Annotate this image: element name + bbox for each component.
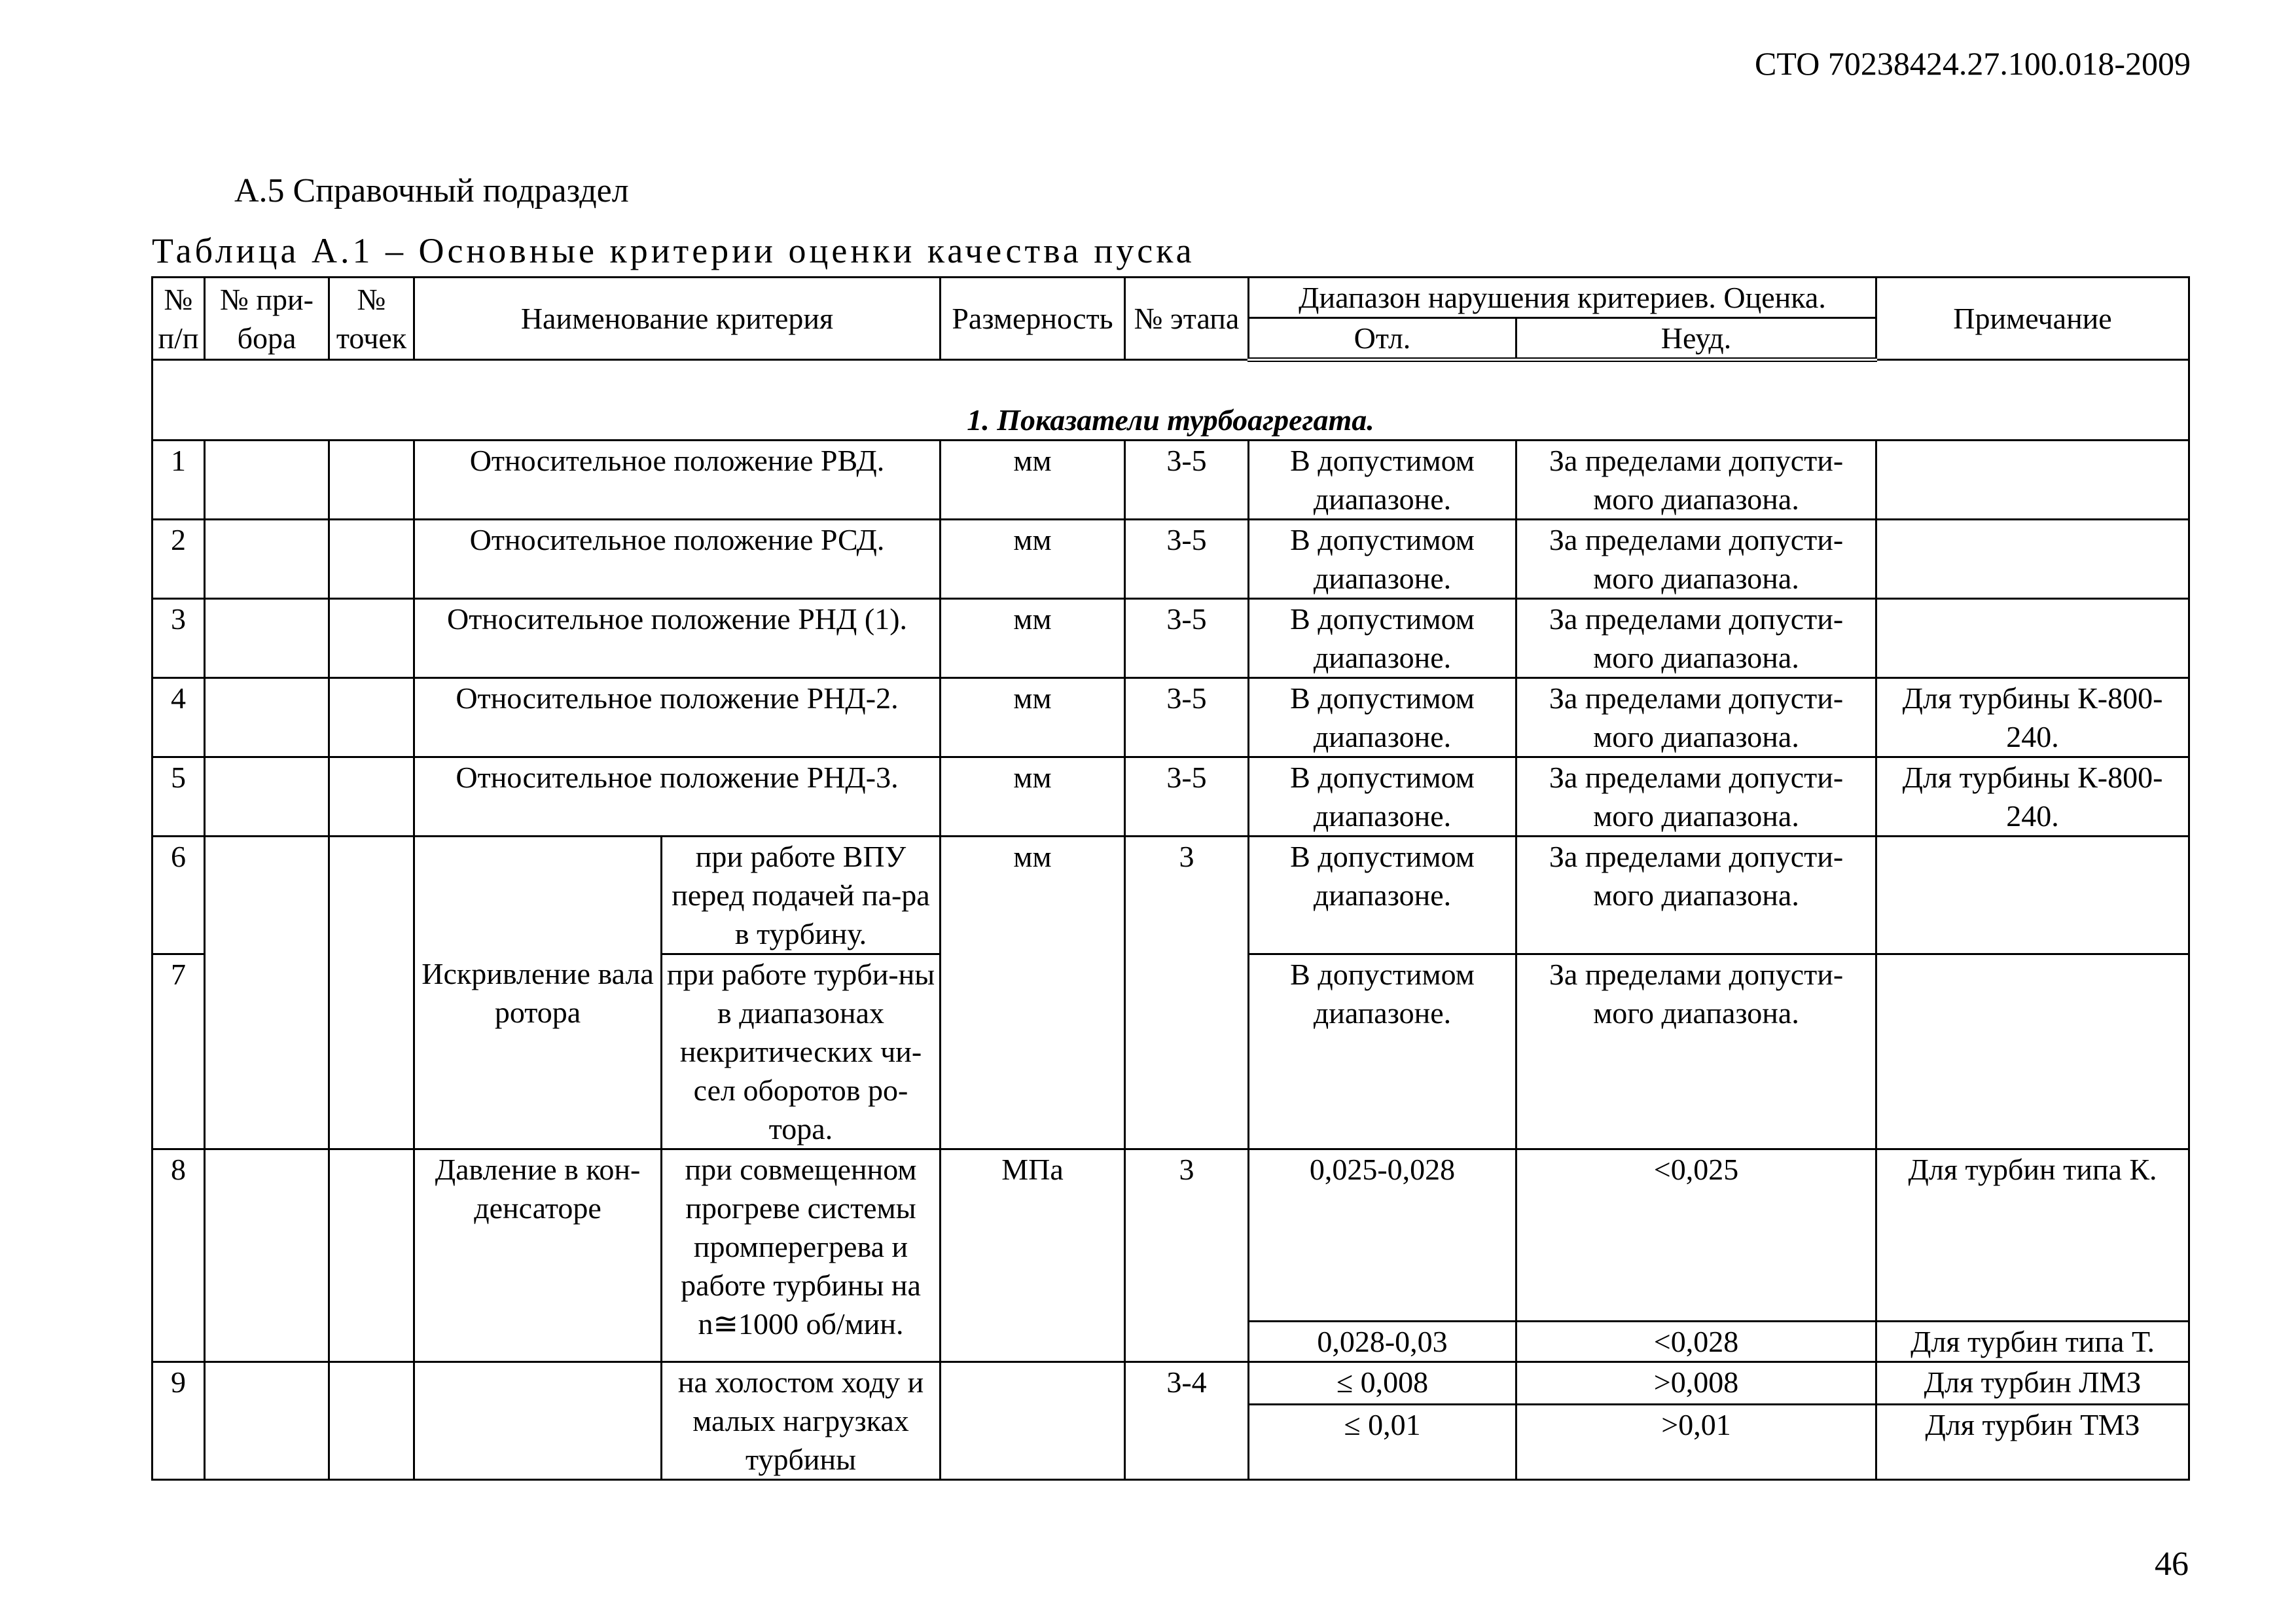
section-title: 1. Показатели турбоагрегата. [152, 360, 2189, 441]
row-device [205, 599, 329, 678]
row-criterion: Искривление вала ротора [414, 837, 662, 1149]
row-note [1876, 441, 2189, 520]
table-row [152, 1362, 2189, 1405]
row-unit: мм [941, 599, 1125, 678]
header-range-group: Диапазон нарушения критериев. Оценка. [1249, 278, 1876, 318]
row-num: 7 [152, 954, 205, 1149]
table-row [152, 678, 2189, 757]
row-num: 3 [152, 599, 205, 678]
row-bad: За пределами допусти-мого диапазона. [1516, 520, 1876, 599]
row-num: 9 [152, 1362, 205, 1480]
row-unit: мм [941, 520, 1125, 599]
row-unit: мм [941, 757, 1125, 837]
row-bad: За пределами допусти-мого диапазона. [1516, 599, 1876, 678]
row-device [205, 757, 329, 837]
row-device [205, 837, 329, 1149]
row-criterion: Относительное положение РСД. [414, 520, 941, 599]
row-condition: при работе турби-ны в диапазонах некритических чи-сел оборотов ро-тора. [662, 954, 941, 1149]
row-note [1876, 599, 2189, 678]
criteria-table [151, 276, 2190, 1481]
row-note: Для турбин типа К. [1876, 1149, 2189, 1322]
row-good: В допустимом диапазоне. [1249, 520, 1516, 599]
row-points [329, 1362, 414, 1480]
row-device [205, 441, 329, 520]
header-good: Отл. [1249, 318, 1516, 360]
header-stage: № этапа [1125, 278, 1249, 360]
row-note: Для турбин ТМЗ [1876, 1404, 2189, 1479]
row-num: 2 [152, 520, 205, 599]
page-number: 46 [2155, 1545, 2189, 1583]
row-criterion: Относительное положение РВД. [414, 441, 941, 520]
row-stage: 3-5 [1125, 441, 1249, 520]
row-bad: >0,01 [1516, 1404, 1876, 1479]
row-stage: 3-4 [1125, 1362, 1249, 1480]
row-criterion: Относительное положение РНД-3. [414, 757, 941, 837]
row-device [205, 520, 329, 599]
row-points [329, 678, 414, 757]
row-condition: на холостом ходу и малых нагрузках турбины [662, 1362, 941, 1480]
header-device: № при-бора [205, 278, 329, 360]
header-num: № п/п [152, 278, 205, 360]
row-num: 1 [152, 441, 205, 520]
row-device [205, 678, 329, 757]
row-stage: 3 [1125, 837, 1249, 1149]
row-unit: МПа [941, 1149, 1125, 1362]
row-device [205, 1149, 329, 1362]
row-good: В допустимом диапазоне. [1249, 599, 1516, 678]
row-good: ≤ 0,008 [1249, 1362, 1516, 1405]
table-row [152, 441, 2189, 520]
row-good: 0,025-0,028 [1249, 1149, 1516, 1322]
row-condition: при совмещенном прогреве системы промперегрева и работе турбины на n≅1000 об/мин. [662, 1149, 941, 1362]
row-num: 6 [152, 837, 205, 954]
row-num: 4 [152, 678, 205, 757]
row-note [1876, 954, 2189, 1149]
table-row [152, 599, 2189, 678]
row-bad: За пределами допусти-мого диапазона. [1516, 441, 1876, 520]
table-row [152, 757, 2189, 837]
row-criterion: Относительное положение РНД (1). [414, 599, 941, 678]
row-stage: 3 [1125, 1149, 1249, 1362]
row-good: В допустимом диапазоне. [1249, 954, 1516, 1149]
row-bad: За пределами допусти-мого диапазона. [1516, 837, 1876, 954]
header-points: № точек [329, 278, 414, 360]
row-bad: За пределами допусти-мого диапазона. [1516, 757, 1876, 837]
row-note: Для турбин типа Т. [1876, 1322, 2189, 1362]
row-good: ≤ 0,01 [1249, 1404, 1516, 1479]
header-criterion: Наименование критерия [414, 278, 941, 360]
row-points [329, 837, 414, 1149]
document-code: СТО 70238424.27.100.018-2009 [1755, 45, 2191, 82]
row-good: В допустимом диапазоне. [1249, 678, 1516, 757]
row-points [329, 1149, 414, 1362]
row-unit: мм [941, 678, 1125, 757]
row-note: Для турбин ЛМЗ [1876, 1362, 2189, 1405]
row-points [329, 520, 414, 599]
row-bad: За пределами допусти-мого диапазона. [1516, 678, 1876, 757]
table-caption: Таблица А.1 – Основные критерии оценки качества пуска [152, 231, 1195, 270]
row-stage: 3-5 [1125, 678, 1249, 757]
row-points [329, 599, 414, 678]
row-points [329, 441, 414, 520]
row-criterion: Относительное положение РНД-2. [414, 678, 941, 757]
row-stage: 3-5 [1125, 599, 1249, 678]
row-good: В допустимом диапазоне. [1249, 441, 1516, 520]
table-row [152, 837, 2189, 954]
row-num: 8 [152, 1149, 205, 1362]
table-row [152, 520, 2189, 599]
section-heading: А.5 Справочный подраздел [234, 172, 629, 209]
header-unit: Размерность [941, 278, 1125, 360]
row-bad: >0,008 [1516, 1362, 1876, 1405]
header-note: Примечание [1876, 278, 2189, 360]
row-unit: мм [941, 441, 1125, 520]
row-note [1876, 520, 2189, 599]
row-unit: мм [941, 837, 1125, 1149]
row-points [329, 757, 414, 837]
table-row [152, 1149, 2189, 1322]
row-stage: 3-5 [1125, 757, 1249, 837]
row-note: Для турбины К-800-240. [1876, 678, 2189, 757]
row-bad: <0,025 [1516, 1149, 1876, 1322]
row-good: В допустимом диапазоне. [1249, 757, 1516, 837]
row-criterion [414, 1362, 662, 1480]
row-note [1876, 837, 2189, 954]
row-good: В допустимом диапазоне. [1249, 837, 1516, 954]
row-condition: при работе ВПУ перед подачей па-ра в турбину. [662, 837, 941, 954]
row-num: 5 [152, 757, 205, 837]
row-good: 0,028-0,03 [1249, 1322, 1516, 1362]
row-stage: 3-5 [1125, 520, 1249, 599]
row-criterion: Давление в кон-денсаторе [414, 1149, 662, 1362]
row-note: Для турбины К-800-240. [1876, 757, 2189, 837]
row-device [205, 1362, 329, 1480]
header-bad: Неуд. [1516, 318, 1876, 360]
row-unit [941, 1362, 1125, 1480]
row-bad: <0,028 [1516, 1322, 1876, 1362]
row-bad: За пределами допусти-мого диапазона. [1516, 954, 1876, 1149]
